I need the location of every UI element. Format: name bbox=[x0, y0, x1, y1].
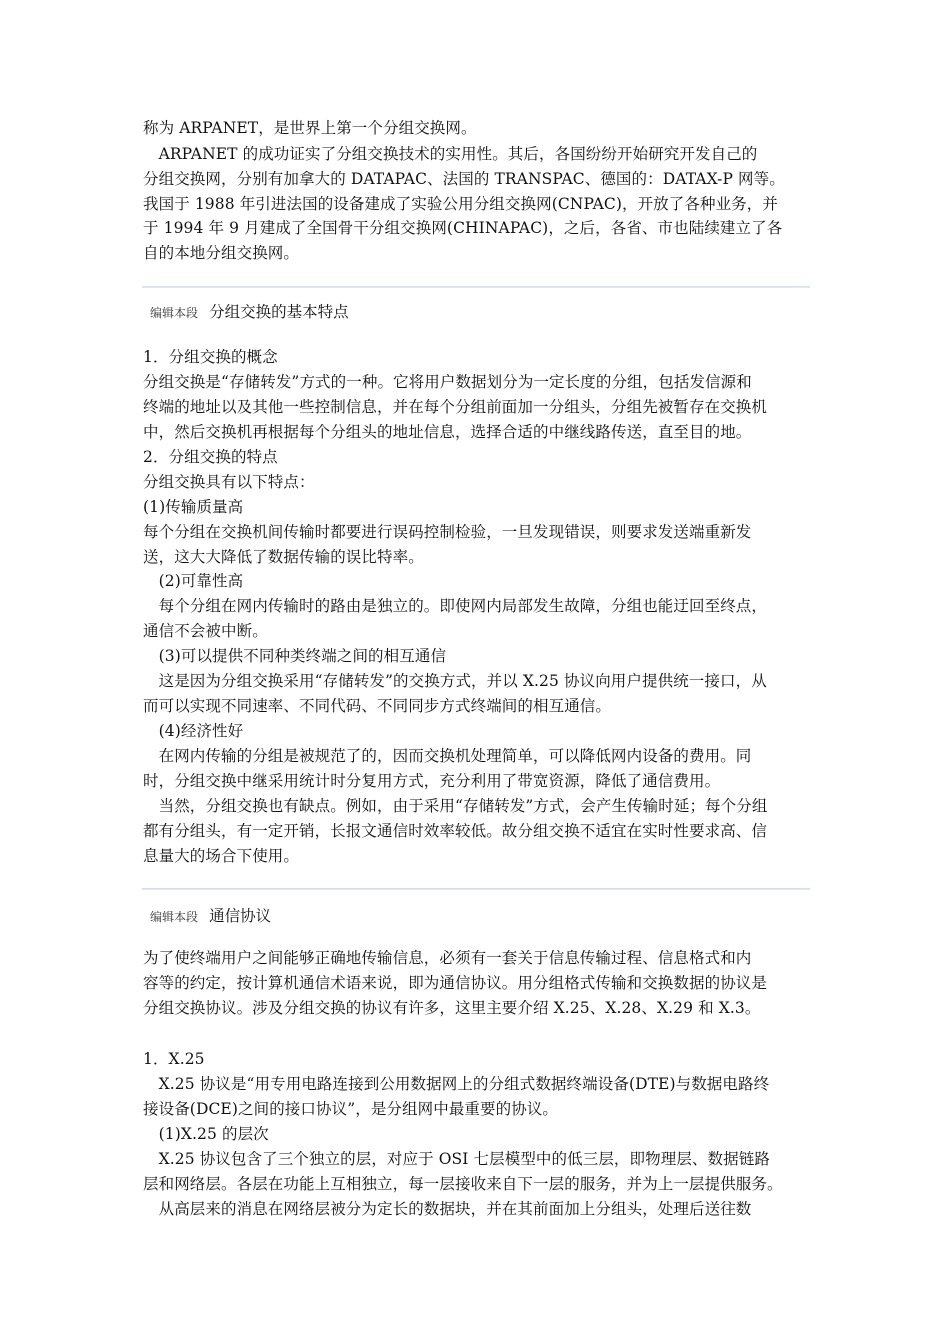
body-line: 容等的约定，按计算机通信术语来说，即为通信协议。用分组格式传输和交换数据的协议是 bbox=[143, 974, 768, 992]
section-divider bbox=[142, 888, 810, 890]
body-line: 分组交换是“存储转发”方式的一种。它将用户数据划分为一定长度的分组，包括发信源和 bbox=[143, 373, 752, 391]
body-line: 为了使终端用户之间能够正确地传输信息，必须有一套关于信息传输过程、信息格式和内 bbox=[143, 949, 752, 967]
intro-line: 称为 ARPANET，是世界上第一个分组交换网。 bbox=[143, 119, 477, 137]
intro-line: 自的本地分组交换网。 bbox=[143, 244, 300, 262]
body-line: 当然，分组交换也有缺点。例如，由于采用“存储转发”方式，会产生传输时延；每个分组 bbox=[143, 797, 768, 815]
body-line: (1)X.25 的层次 bbox=[143, 1125, 269, 1143]
body-line: 每个分组在网内传输时的路由是独立的。即使网内局部发生故障，分组也能迂回至终点， bbox=[143, 597, 768, 615]
body-line: 终端的地址以及其他一些控制信息，并在每个分组前面加一分组头，分组先被暂存在交换机 bbox=[143, 398, 768, 416]
body-line: 分组交换协议。涉及分组交换的协议有许多，这里主要介绍 X.25、X.28、X.29 和 X.3。 bbox=[143, 999, 761, 1017]
section-heading bbox=[150, 300, 349, 322]
body-line: 时，分组交换中继采用统计时分复用方式，充分利用了带宽资源，降低了通信费用。 bbox=[143, 772, 721, 790]
body-line: 分组交换具有以下特点： bbox=[143, 473, 315, 491]
body-line: 而可以实现不同速率、不同代码、不同同步方式终端间的相互通信。 bbox=[143, 697, 612, 715]
body-line: 都有分组头，有一定开销，长报文通信时效率较低。故分组交换不适宜在实时性要求高、信 bbox=[143, 822, 768, 840]
section-divider bbox=[142, 286, 810, 288]
body-line: (1)传输质量高 bbox=[143, 498, 244, 516]
body-line: (4)经济性好 bbox=[143, 722, 244, 740]
intro-line: ARPANET 的成功证实了分组交换技术的实用性。其后，各国纷纷开始研究开发自己的 bbox=[143, 145, 758, 163]
body-line: 从高层来的消息在网络层被分为定长的数据块，并在其前面加上分组头，处理后送往数 bbox=[143, 1200, 752, 1218]
intro-line: 分组交换网，分别有加拿大的 DATAPAC、法国的 TRANSPAC、德国的：DATAX-P 网等。 bbox=[143, 170, 785, 188]
section-title: 通信协议 bbox=[209, 907, 272, 925]
body-line: 中，然后交换机再根据每个分组头的地址信息，选择合适的中继线路传送，直至目的地。 bbox=[143, 423, 752, 441]
intro-line: 于 1994 年 9 月建成了全国骨干分组交换网(CHINAPAC)，之后，各省、市也陆续建立了各 bbox=[143, 219, 783, 237]
body-line: 息量大的场合下使用。 bbox=[143, 847, 300, 865]
body-line: 这是因为分组交换采用“存储转发”的交换方式，并以 X.25 协议向用户提供统一接口，从 bbox=[143, 672, 767, 690]
body-line: (2)可靠性高 bbox=[143, 572, 244, 590]
body-line: 1．分组交换的概念 bbox=[143, 348, 278, 366]
body-line: 每个分组在交换机间传输时都要进行误码控制检验，一旦发现错误，则要求发送端重新发 bbox=[143, 523, 752, 541]
body-line: (3)可以提供不同种类终端之间的相互通信 bbox=[143, 647, 447, 665]
edit-section-link[interactable]: 编辑本段 bbox=[150, 306, 199, 320]
section-title: 分组交换的基本特点 bbox=[209, 303, 349, 321]
intro-line: 我国于 1988 年引进法国的设备建成了实验公用分组交换网(CNPAC)，开放了各种业务，并 bbox=[143, 195, 778, 213]
body-line: X.25 协议包含了三个独立的层，对应于 OSI 七层模型中的低三层，即物理层、数据链路 bbox=[143, 1150, 770, 1168]
edit-section-link[interactable]: 编辑本段 bbox=[150, 910, 199, 924]
body-line: 2．分组交换的特点 bbox=[143, 448, 278, 466]
section-heading bbox=[150, 904, 271, 926]
body-line: 在网内传输的分组是被规范了的，因而交换机处理简单，可以降低网内设备的费用。同 bbox=[143, 747, 752, 765]
body-line: 层和网络层。各层在功能上互相独立，每一层接收来自下一层的服务，并为上一层提供服务。 bbox=[143, 1175, 783, 1193]
body-line: 1．X.25 bbox=[143, 1050, 205, 1068]
body-line: 接设备(DCE)之间的接口协议”，是分组网中最重要的协议。 bbox=[143, 1100, 559, 1118]
body-line: X.25 协议是“用专用电路连接到公用数据网上的分组式数据终端设备(DTE)与数据电路终 bbox=[143, 1075, 770, 1093]
body-line: 通信不会被中断。 bbox=[143, 622, 268, 640]
body-line: 送，这大大降低了数据传输的误比特率。 bbox=[143, 548, 424, 566]
